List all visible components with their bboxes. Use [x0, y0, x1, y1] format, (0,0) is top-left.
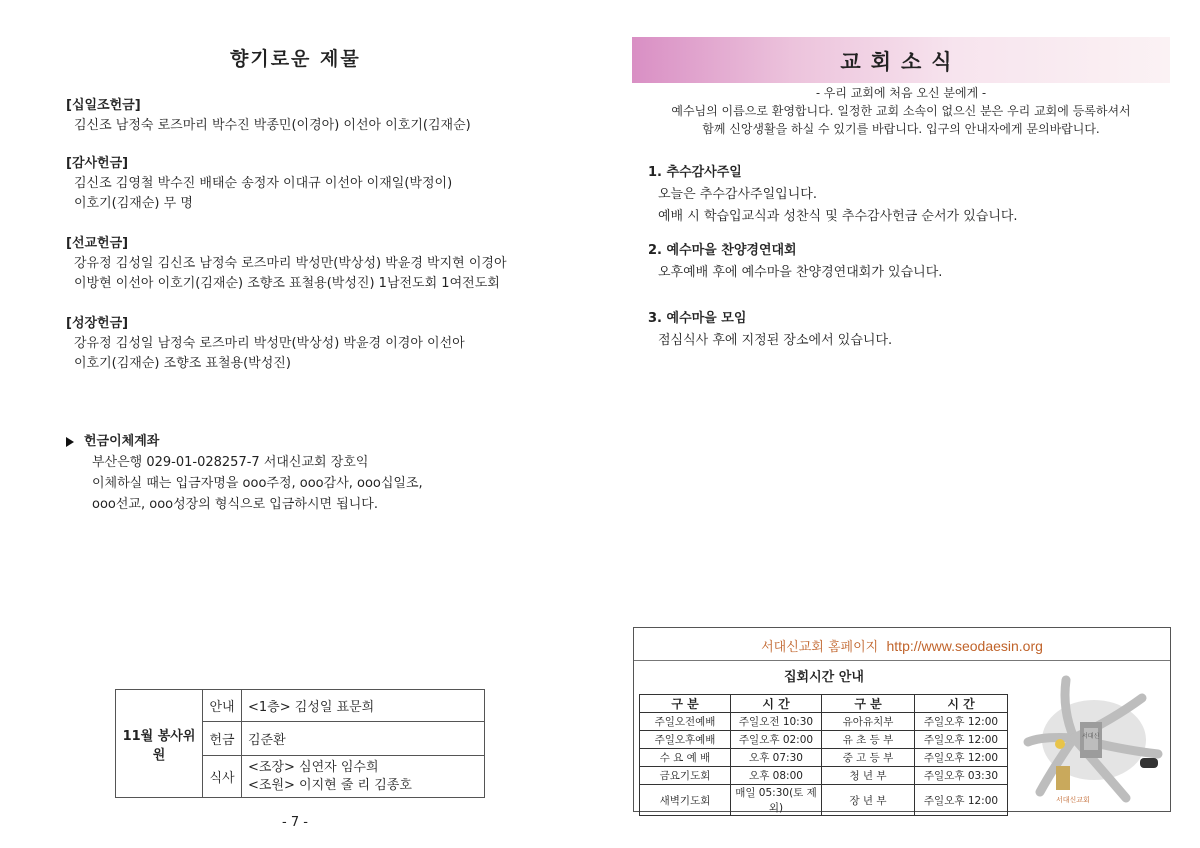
- schedule-cell: 주일오후 02:00: [731, 731, 822, 749]
- homepage-label: 서대신교회 홈페이지: [761, 640, 879, 655]
- transfer-heading: 헌금이체계좌: [84, 434, 160, 449]
- news-title: 교회소식: [840, 50, 962, 74]
- news-banner: [632, 37, 1170, 83]
- news-heading: 3. 예수마을 모임: [648, 311, 747, 326]
- schedule-cell: 주일오후예배: [640, 731, 731, 749]
- schedule-table: [639, 694, 1008, 816]
- growth-heading: [성장헌금]: [66, 316, 129, 331]
- schedule-cell: 청 년 부: [822, 767, 915, 785]
- growth-names-1: 강유정 김성일 남정숙 로즈마리 박성만(박상성) 박윤경 이경아 이선아: [74, 336, 465, 351]
- volunteer-offering-label: 헌금: [203, 722, 242, 756]
- map-building-label: 서대신: [1082, 733, 1100, 740]
- welcome-message: [632, 84, 1170, 138]
- mission-heading: [선교헌금]: [66, 236, 129, 251]
- news-line: 오늘은 추수감사주일입니다.: [658, 187, 817, 202]
- volunteer-meal-members: <조원> 이지현 줄 리 김종호: [248, 777, 412, 793]
- thanks-heading: [감사헌금]: [66, 156, 129, 171]
- table-row: [640, 713, 1008, 731]
- news-item-village-meeting: [648, 308, 1168, 352]
- transfer-note-2: ooo선교, ooo성장의 형식으로 입금하시면 됩니다.: [92, 497, 379, 512]
- church-info-box: [633, 627, 1171, 812]
- map-church-label: 서대신교회: [1056, 796, 1090, 804]
- news-item-praise-contest: [648, 240, 1168, 284]
- transfer-note-1: 이체하실 때는 입금자명을 ooo주정, ooo감사, ooo십일조,: [92, 476, 423, 491]
- transfer-section: [66, 432, 423, 515]
- table-row: [640, 749, 1008, 767]
- triangle-bullet-icon: [66, 437, 74, 447]
- table-row: [640, 785, 1008, 816]
- schedule-title: 집회시간 안내: [784, 670, 864, 685]
- transfer-account: 부산은행 029-01-028257-7 서대신교회 장호익: [92, 455, 369, 470]
- growth-section: [66, 314, 586, 374]
- thanks-names-2: 이호기(김재순) 무 명: [74, 196, 193, 211]
- schedule-cell: 새벽기도회: [640, 785, 731, 816]
- volunteer-meal-leaders: <조장> 심연자 임수희: [248, 759, 379, 775]
- mission-names-1: 강유정 김성일 김신조 남정숙 로즈마리 박성만(박상성) 박윤경 박지현 이경아: [74, 256, 507, 271]
- welcome-line-1: 예수님의 이름으로 환영합니다. 일정한 교회 소속이 없으신 분은 우리 교회에 등록하셔서: [671, 104, 1131, 118]
- homepage-link[interactable]: http://www.seodaesin.org: [886, 638, 1043, 654]
- schedule-cell: 오후 07:30: [731, 749, 822, 767]
- schedule-cell: 금요기도회: [640, 767, 731, 785]
- volunteer-guide-label: 안내: [203, 690, 242, 722]
- volunteer-table: [115, 689, 485, 798]
- schedule-cell: 장 년 부: [822, 785, 915, 816]
- mission-section: [66, 234, 586, 294]
- schedule-header: 구 분: [640, 695, 731, 713]
- news-line: 예배 시 학습입교식과 성찬식 및 추수감사헌금 순서가 있습니다.: [658, 209, 1018, 224]
- tithe-section: [66, 96, 586, 136]
- volunteer-offering-value: 김준환: [242, 722, 485, 756]
- schedule-cell: 주일오후 03:30: [915, 767, 1008, 785]
- schedule-cell: 주일오후 12:00: [915, 785, 1008, 816]
- mission-names-2: 이방현 이선아 이호기(김재순) 조향조 표철용(박성진) 1남전도회 1여전도회: [74, 276, 500, 291]
- divider: [634, 660, 1170, 661]
- schedule-cell: 매일 05:30(토 제외): [731, 785, 822, 816]
- church-location-map: [1022, 670, 1166, 806]
- schedule-cell: 주일오전 10:30: [731, 713, 822, 731]
- schedule-cell: 유아유치부: [822, 713, 915, 731]
- schedule-header: 시 간: [915, 695, 1008, 713]
- volunteer-month: 11월 봉사위원: [116, 690, 203, 798]
- table-row: [640, 731, 1008, 749]
- schedule-cell: 유 초 등 부: [822, 731, 915, 749]
- volunteer-guide-value: <1층> 김성일 표문희: [242, 690, 485, 722]
- schedule-cell: 주일오후 12:00: [915, 713, 1008, 731]
- growth-names-2: 이호기(김재순) 조향조 표철용(박성진): [74, 356, 291, 371]
- schedule-cell: 오후 08:00: [731, 767, 822, 785]
- thanks-section: [66, 154, 586, 214]
- schedule-cell: 주일오후 12:00: [915, 749, 1008, 767]
- schedule-header: 구 분: [822, 695, 915, 713]
- schedule-cell: 중 고 등 부: [822, 749, 915, 767]
- schedule-cell: 주일오후 12:00: [915, 731, 1008, 749]
- volunteer-meal-label: 식사: [203, 756, 242, 798]
- schedule-cell: 주일오전예배: [640, 713, 731, 731]
- tithe-names: 김신조 남정숙 로즈마리 박수진 박종민(이경아) 이선아 이호기(김재순): [74, 118, 471, 133]
- page-number: - 7 -: [282, 815, 308, 830]
- schedule-cell: 수 요 예 배: [640, 749, 731, 767]
- welcome-title: - 우리 교회에 처음 오신 분에게 -: [815, 86, 987, 100]
- schedule-header-row: [640, 695, 1008, 713]
- table-row: [640, 767, 1008, 785]
- welcome-line-2: 함께 신앙생활을 하실 수 있기를 바랍니다. 입구의 안내자에게 문의바랍니다.: [702, 122, 1100, 136]
- schedule-header: 시 간: [731, 695, 822, 713]
- tithe-heading: [십일조헌금]: [66, 98, 141, 113]
- offering-title: 향기로운 제물: [230, 48, 361, 70]
- news-item-thanksgiving: [648, 162, 1168, 228]
- news-line: 오후예배 후에 예수마을 찬양경연대회가 있습니다.: [658, 265, 943, 280]
- news-heading: 1. 추수감사주일: [648, 165, 742, 180]
- news-line: 점심식사 후에 지정된 장소에서 있습니다.: [658, 333, 893, 348]
- homepage-banner: [634, 636, 1170, 655]
- news-heading: 2. 예수마을 찬양경연대회: [648, 243, 797, 258]
- thanks-names-1: 김신조 김영철 박수진 배태순 송정자 이대규 이선아 이재일(박정이): [74, 176, 453, 191]
